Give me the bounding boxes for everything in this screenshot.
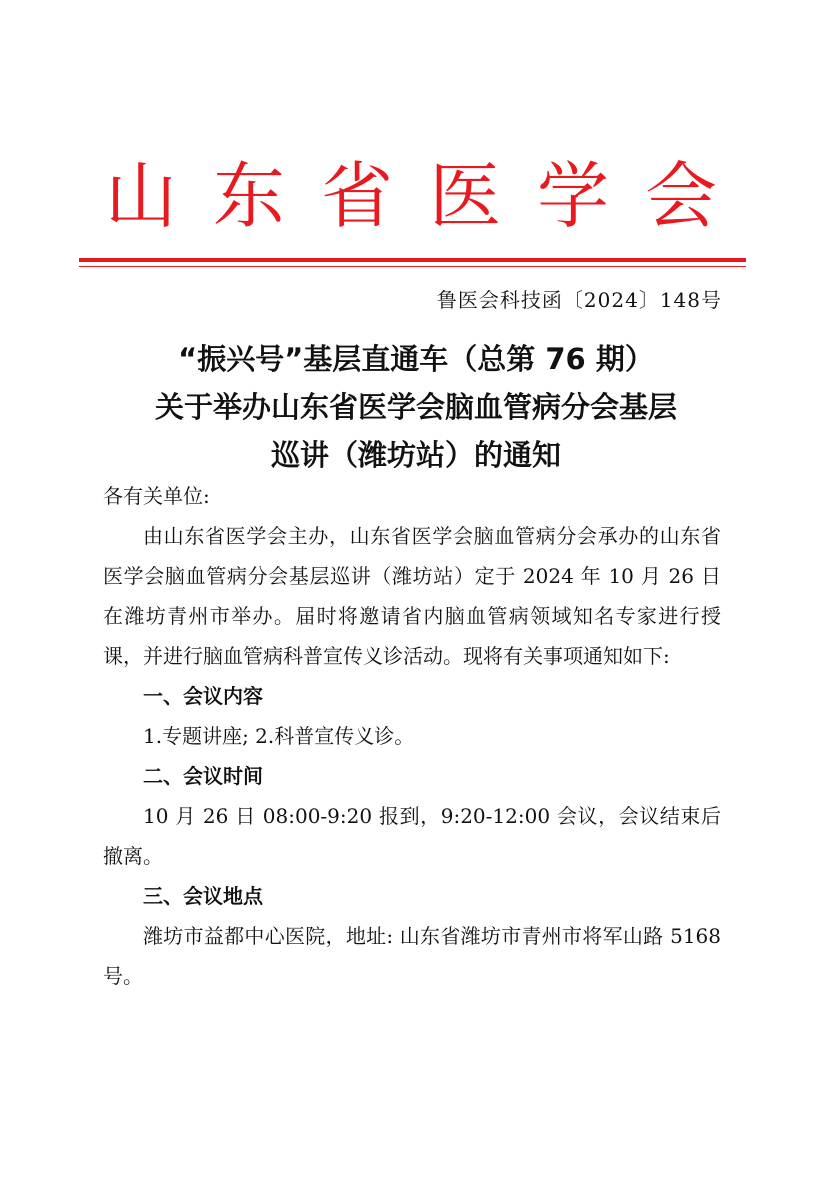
intro-paragraph: 由山东省医学会主办，山东省医学会脑血管病分会承办的山东省医学会脑血管病分会基层巡讲（潍坊站）定于 2024 年 10 月 26 日在潍坊青州市举办。届时将邀请省内脑血管病领域知名专家进行授课，并进行脑血管病科普宣传义诊活动。现将有关事项通知如下: [103, 524, 721, 668]
document-number: 鲁医会科技函〔2024〕148号 [436, 288, 722, 312]
notice-body [103, 476, 721, 996]
section-text-content: 1.专题讲座; 2.科普宣传义诊。 [143, 724, 415, 748]
notice-title [0, 335, 832, 479]
title-line-2: 关于举办山东省医学会脑血管病分会基层 [154, 390, 677, 424]
section-text-time: 10 月 26 日 08:00-9:20 报到，9:20-12:00 会议，会议结束后撤离。 [103, 804, 721, 868]
title-line-3: 巡讲（潍坊站）的通知 [270, 438, 561, 472]
salutation: 各有关单位: [103, 484, 210, 508]
letterhead-org-name: 山东省医学会 [104, 154, 753, 238]
title-line-1: “振兴号”基层直通车（总第 76 期） [178, 342, 654, 376]
section-heading-location: 三、会议地点 [143, 884, 263, 908]
section-heading-content: 一、会议内容 [143, 684, 263, 708]
section-heading-time: 二、会议时间 [143, 764, 263, 788]
letterhead-rule-thin [79, 266, 746, 267]
letterhead-rule-thick [79, 258, 746, 262]
section-text-location: 潍坊市益都中心医院，地址: 山东省潍坊市青州市将军山路 5168 号。 [103, 924, 721, 988]
